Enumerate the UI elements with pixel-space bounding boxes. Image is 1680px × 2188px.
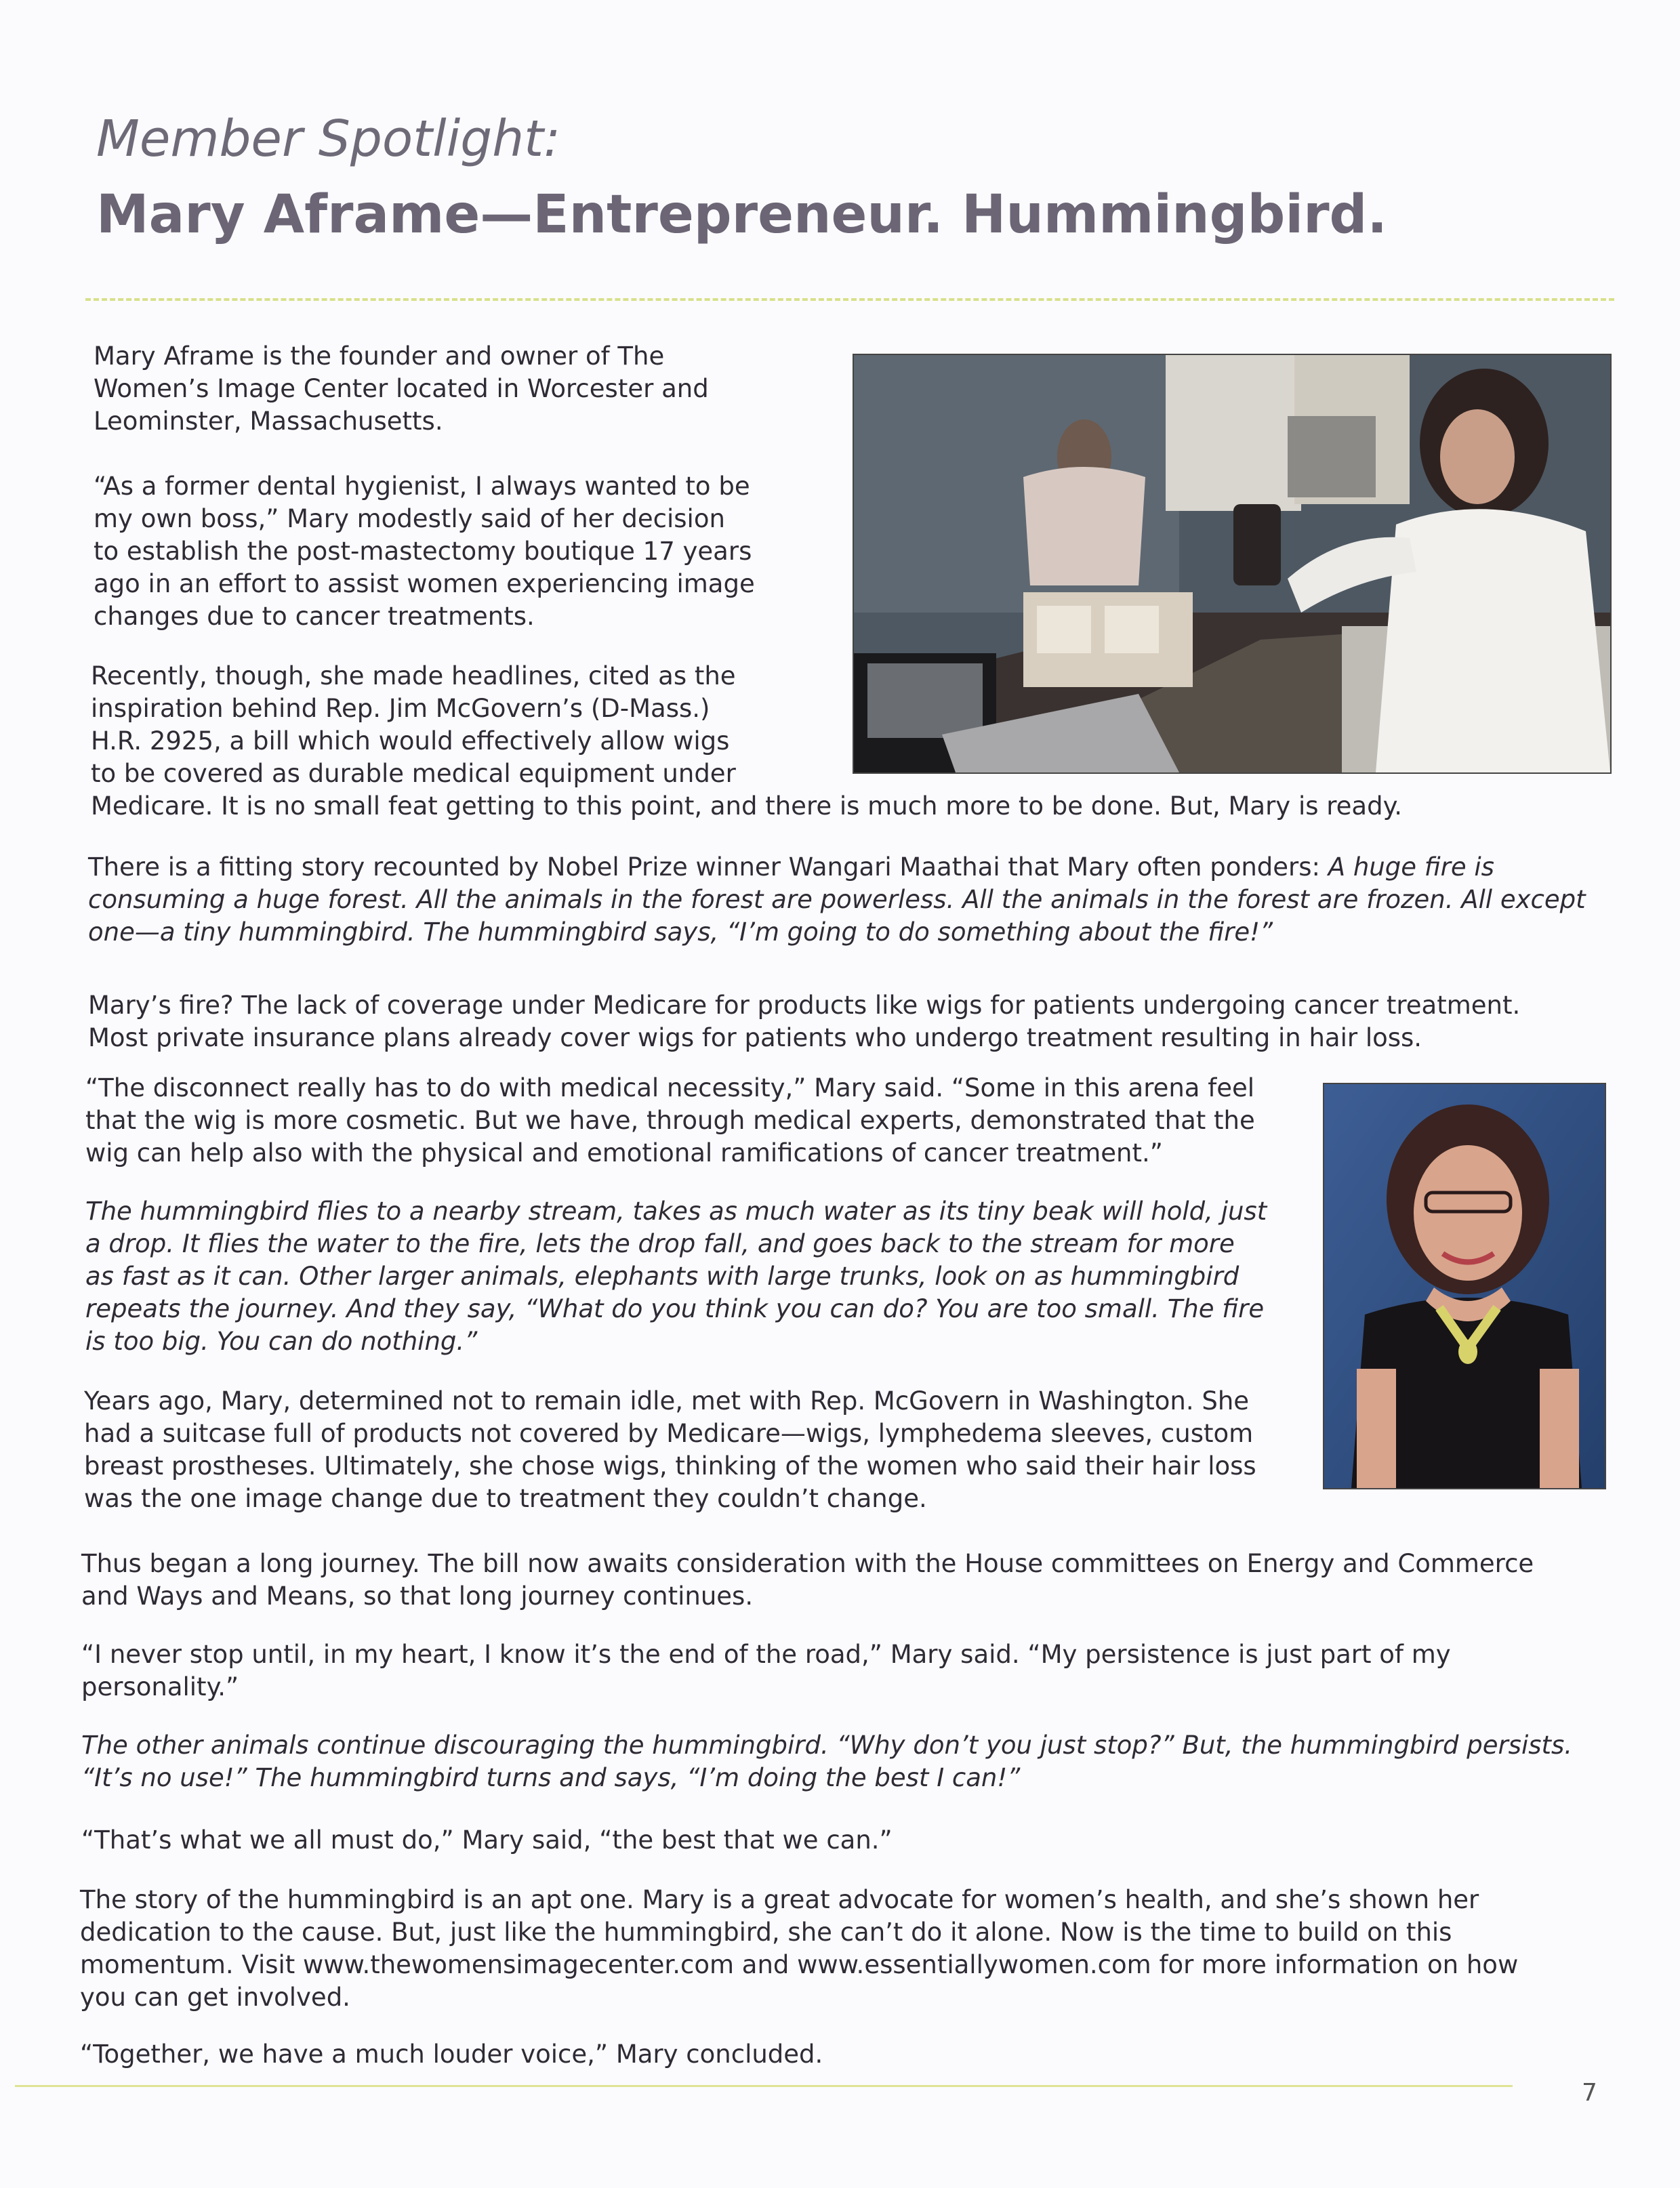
line: my own boss,” Mary modestly said of her decision — [94, 504, 725, 533]
line: “It’s no use!” The hummingbird turns and says, “I’m doing the best I can!” — [81, 1763, 1021, 1792]
line: Leominster, Massachusetts. — [94, 407, 443, 436]
line: was the one image change due to treatment they couldn’t change. — [84, 1484, 927, 1513]
paragraph-quote-dental — [94, 470, 755, 633]
paragraph-disconnect — [85, 1072, 1255, 1170]
line: inspiration behind Rep. Jim McGovern’s (D-Mass.) — [91, 694, 710, 723]
line: The story of the hummingbird is an apt one. Mary is a great advocate for women’s health, and she’s shown her — [80, 1885, 1479, 1914]
section-kicker: Member Spotlight: — [96, 110, 561, 168]
story-italic-text: A huge fire is consuming a huge forest. All the animals in the forest are powerless. All the animals in the forest are frozen. All except one—a tiny hummingbird. The hummingbird says, “I’m going to do something about the fire!” — [88, 852, 1586, 947]
line: Medicare. It is no small feat getting to this point, and there is much more to be done. But, Mary is ready. — [91, 791, 1402, 821]
story-lead-text: There is a fitting story recounted by Nobel Prize winner Wangari Maathai that Mary often ponders: — [88, 852, 1328, 882]
page-number: 7 — [1582, 2079, 1597, 2107]
line: Mary’s fire? The lack of coverage under Medicare for products like wigs for patients undergoing cancer treatment. — [88, 991, 1521, 1020]
line: you can get involved. — [80, 1983, 350, 2012]
paragraph-story-intro — [88, 851, 1606, 949]
line: H.R. 2925, a bill which would effectively allow wigs — [91, 726, 730, 756]
line: repeats the journey. And they say, “What do you think you can do? You are too small. The fire — [85, 1294, 1265, 1323]
line: Thus began a long journey. The bill now awaits consideration with the House committees on Energy and Commerce — [81, 1549, 1534, 1578]
line: to establish the post-mastectomy boutique 17 years — [94, 537, 752, 566]
paragraph-marys-fire — [88, 989, 1520, 1054]
line: and Ways and Means, so that long journey continues. — [81, 1582, 754, 1611]
article-title: Mary Aframe—Entrepreneur. Hummingbird. — [96, 184, 1388, 245]
portrait-photo — [1323, 1083, 1606, 1489]
paragraph-long-journey — [81, 1548, 1534, 1613]
title-divider — [85, 298, 1614, 301]
paragraph-headlines — [91, 660, 1402, 823]
line: breast prostheses. Ultimately, she chose wigs, thinking of the women who said their hair loss — [84, 1451, 1256, 1481]
line: a drop. It flies the water to the fire, lets the drop fall, and goes back to the stream for more — [85, 1229, 1235, 1258]
line: The hummingbird flies to a nearby stream, takes as much water as its tiny beak will hold, just — [85, 1197, 1267, 1226]
line: ago in an effort to assist women experiencing image — [94, 569, 755, 598]
paragraph-best-we-can: “That’s what we all must do,” Mary said, “the best that we can.” — [81, 1825, 893, 1855]
line: “As a former dental hygienist, I always wanted to be — [94, 472, 750, 501]
paragraph-years-ago — [84, 1385, 1256, 1515]
portrait-photo-illustration — [1324, 1084, 1605, 1488]
line: Mary Aframe is the founder and owner of The — [94, 342, 665, 371]
paragraph-conclusion: “Together, we have a much louder voice,” Mary concluded. — [80, 2040, 823, 2069]
line: Most private insurance plans already cover wigs for patients who undergo treatment resulting in hair loss. — [88, 1023, 1422, 1052]
footer-rule — [15, 2085, 1513, 2087]
line: Recently, though, she made headlines, cited as the — [91, 661, 736, 690]
line: to be covered as durable medical equipment under — [91, 759, 736, 788]
paragraph-apt-story — [80, 1884, 1518, 2014]
line: “I never stop until, in my heart, I know it’s the end of the road,” Mary said. “My persistence is just part of my — [81, 1640, 1451, 1669]
paragraph-never-stop — [81, 1638, 1451, 1704]
paragraph-intro — [94, 340, 709, 438]
line: Years ago, Mary, determined not to remain idle, met with Rep. McGovern in Washington. She — [84, 1386, 1250, 1416]
line: Women’s Image Center located in Worcester and — [94, 374, 709, 403]
line: momentum. Visit www.thewomensimagecenter.com and www.essentiallywomen.com for more information on how — [80, 1950, 1519, 1979]
line: changes due to cancer treatments. — [94, 602, 535, 631]
line: had a suitcase full of products not covered by Medicare—wigs, lymphedema sleeves, custom — [84, 1419, 1254, 1448]
line: “The disconnect really has to do with medical necessity,” Mary said. “Some in this arena feel — [85, 1073, 1255, 1102]
line: dedication to the cause. But, just like the hummingbird, she can’t do it alone. Now is the time to build on this — [80, 1918, 1452, 1947]
line: is too big. You can do nothing.” — [85, 1327, 478, 1356]
line: wig can help also with the physical and emotional ramifications of cancer treatment.” — [85, 1138, 1163, 1168]
line: The other animals continue discouraging the hummingbird. “Why don’t you just stop?” But, the hummingbird persists. — [81, 1731, 1573, 1760]
line: that the wig is more cosmetic. But we have, through medical experts, demonstrated that the — [85, 1106, 1255, 1135]
paragraph-other-animals — [81, 1729, 1572, 1794]
line: as fast as it can. Other larger animals, elephants with large trunks, look on as hummingbird — [85, 1262, 1239, 1291]
line: personality.” — [81, 1672, 239, 1701]
paragraph-hummingbird-flies — [85, 1195, 1267, 1358]
